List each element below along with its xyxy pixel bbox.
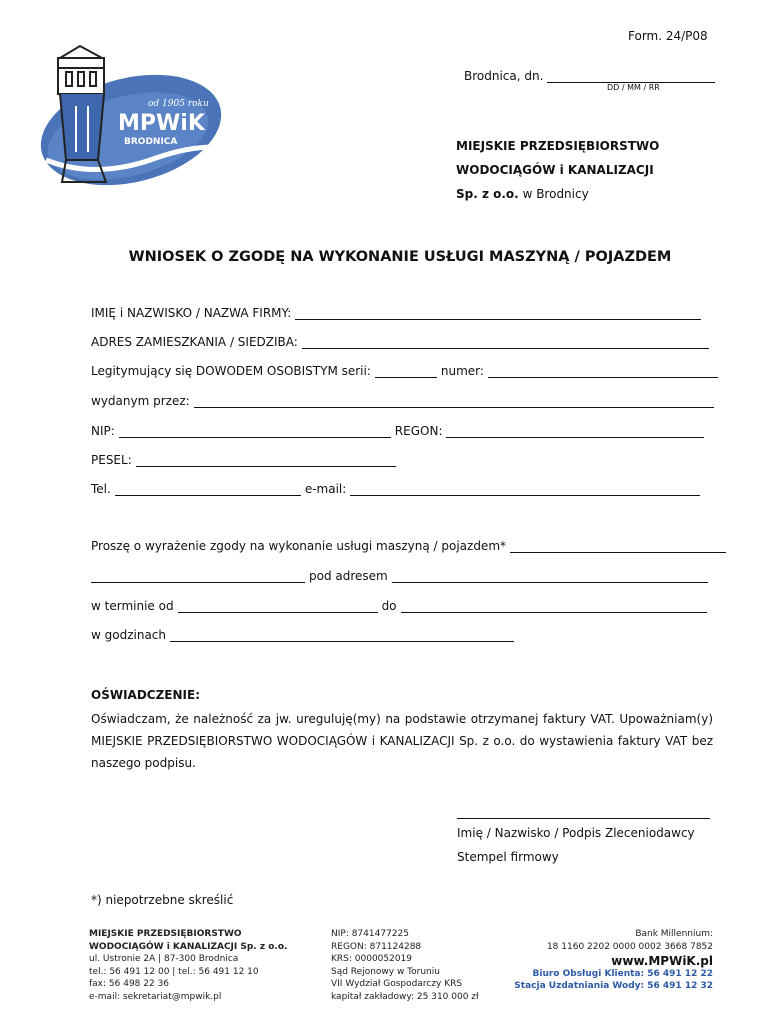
footer-department: VII Wydział Gospodarczy KRS bbox=[331, 979, 463, 989]
mpwik-logo bbox=[36, 40, 230, 190]
statement-text: Oświadczam, że należność za jw. ureguluję(my) na podstawie otrzymanej faktury VAT. Upoważniam(y) MIEJSKIE PRZEDSIĘBIORSTWO WODOCIĄGÓW i KANALIZACJI Sp. z o.o. do wystawienia faktury VAT bez naszego podpisu. bbox=[91, 712, 713, 770]
footer-company-2: WODOCIĄGÓW i KANALIZACJI Sp. z o.o. bbox=[89, 941, 288, 952]
request-address-blank[interactable] bbox=[392, 570, 708, 583]
hours-label: w godzinach bbox=[91, 628, 166, 642]
issued-label: wydanym przez: bbox=[91, 394, 190, 408]
address-field[interactable] bbox=[91, 335, 713, 349]
footer-capital: kapitał zakładowy: 25 310 000 zł bbox=[331, 991, 479, 1002]
request-blank[interactable] bbox=[510, 540, 726, 553]
hours-blank[interactable] bbox=[170, 629, 514, 642]
request-machine-blank[interactable] bbox=[91, 570, 305, 583]
company-block bbox=[456, 134, 659, 206]
issued-blank[interactable] bbox=[194, 395, 714, 408]
footer-nip: NIP: 8741477225 bbox=[331, 929, 409, 939]
name-blank[interactable] bbox=[295, 307, 701, 320]
term-from-blank[interactable] bbox=[178, 600, 378, 613]
footer-customer-service: Biuro Obsługi Klienta: 56 491 12 22 bbox=[532, 968, 713, 979]
issued-field[interactable] bbox=[91, 394, 718, 408]
term-to-label: do bbox=[381, 599, 397, 613]
id-number-blank[interactable] bbox=[488, 365, 718, 378]
tel-label: Tel. bbox=[91, 482, 111, 496]
logo-since: od 1905 roku bbox=[148, 99, 209, 109]
footer-company-1: MIEJSKIE PRZEDSIĘBIORSTWO bbox=[89, 929, 242, 939]
address-label: ADRES ZAMIESZKANIA / SIEDZIBA: bbox=[91, 335, 298, 349]
footer-bank bbox=[514, 928, 713, 993]
regon-label: REGON: bbox=[394, 424, 443, 438]
tel-email-field[interactable] bbox=[91, 482, 704, 496]
pesel-field[interactable] bbox=[91, 453, 400, 467]
company-line-2: WODOCIĄGÓW i KANALIZACJI bbox=[456, 163, 654, 177]
footer-krs: KRS: 0000052019 bbox=[331, 954, 413, 964]
date-label: Brodnica, dn. bbox=[464, 69, 544, 83]
footnote: *) niepotrzebne skreślić bbox=[91, 893, 234, 907]
email-label: e-mail: bbox=[304, 482, 347, 496]
footer-fax: fax: 56 498 22 36 bbox=[89, 979, 170, 989]
name-label: IMIĘ i NAZWISKO / NAZWA FIRMY: bbox=[91, 306, 292, 320]
id-field[interactable] bbox=[91, 364, 722, 378]
footer-registry bbox=[331, 928, 479, 1003]
logo-name: MPWiK bbox=[118, 111, 205, 136]
nip-label: NIP: bbox=[91, 424, 115, 438]
footer-bank-account: 18 1160 2202 0000 0002 3668 7852 bbox=[546, 941, 713, 952]
stamp-label: Stempel firmowy bbox=[457, 850, 559, 864]
document-title: WNIOSEK O ZGODĘ NA WYKONANIE USŁUGI MASZYNĄ / POJAZDEM bbox=[128, 249, 672, 265]
footer-address: ul. Ustronie 2A | 87-300 Brodnica bbox=[89, 954, 239, 964]
footer-website[interactable]: www.MPWiK.pl bbox=[611, 954, 713, 968]
footer-phones: tel.: 56 491 12 00 | tel.: 56 491 12 10 bbox=[89, 966, 259, 977]
date-hint: DD / MM / RR bbox=[607, 83, 660, 92]
company-line-3-bold: Sp. z o.o. bbox=[456, 187, 519, 201]
id-number-label: numer: bbox=[440, 364, 484, 378]
term-to-blank[interactable] bbox=[401, 600, 707, 613]
logo-city: BRODNICA bbox=[124, 137, 178, 147]
statement-heading: OŚWIADCZENIE: bbox=[91, 688, 201, 702]
term-field[interactable] bbox=[91, 599, 711, 613]
address-blank[interactable] bbox=[302, 336, 709, 349]
name-field[interactable] bbox=[91, 306, 705, 320]
footer-bank-name: Bank Millennium: bbox=[635, 929, 713, 939]
footer-court: Sąd Rejonowy w Toruniu bbox=[331, 966, 440, 977]
footer-water-station: Stacja Uzdatniania Wody: 56 491 12 32 bbox=[514, 981, 713, 991]
nip-blank[interactable] bbox=[119, 425, 391, 438]
company-line-3-rest: w Brodnicy bbox=[518, 187, 589, 201]
nip-regon-field[interactable] bbox=[91, 424, 708, 438]
email-blank[interactable] bbox=[350, 483, 700, 496]
request-address-label: pod adresem bbox=[309, 569, 388, 583]
pesel-blank[interactable] bbox=[136, 454, 396, 467]
date-field[interactable] bbox=[464, 69, 715, 83]
id-label: Legitymujący się DOWODEM OSOBISTYM serii: bbox=[91, 364, 371, 378]
form-code: Form. 24/P08 bbox=[628, 29, 708, 43]
id-series-blank[interactable] bbox=[375, 365, 437, 378]
term-label: w terminie od bbox=[91, 599, 174, 613]
request-address-field[interactable] bbox=[91, 569, 712, 583]
request-label: Proszę o wyrażenie zgody na wykonanie usługi maszyną / pojazdem* bbox=[91, 539, 507, 553]
footer-regon: REGON: 871124288 bbox=[331, 941, 422, 952]
pesel-label: PESEL: bbox=[91, 453, 132, 467]
date-blank[interactable] bbox=[547, 69, 715, 83]
signature-line[interactable] bbox=[457, 818, 710, 819]
hours-field[interactable] bbox=[91, 628, 518, 642]
regon-blank[interactable] bbox=[446, 425, 704, 438]
tel-blank[interactable] bbox=[115, 483, 301, 496]
footer-company bbox=[89, 928, 287, 1003]
company-line-1: MIEJSKIE PRZEDSIĘBIORSTWO bbox=[456, 139, 660, 153]
request-field[interactable] bbox=[91, 539, 730, 553]
footer-email[interactable]: e-mail: sekretariat@mpwik.pl bbox=[89, 991, 222, 1002]
signature-label: Imię / Nazwisko / Podpis Zleceniodawcy bbox=[457, 826, 695, 840]
